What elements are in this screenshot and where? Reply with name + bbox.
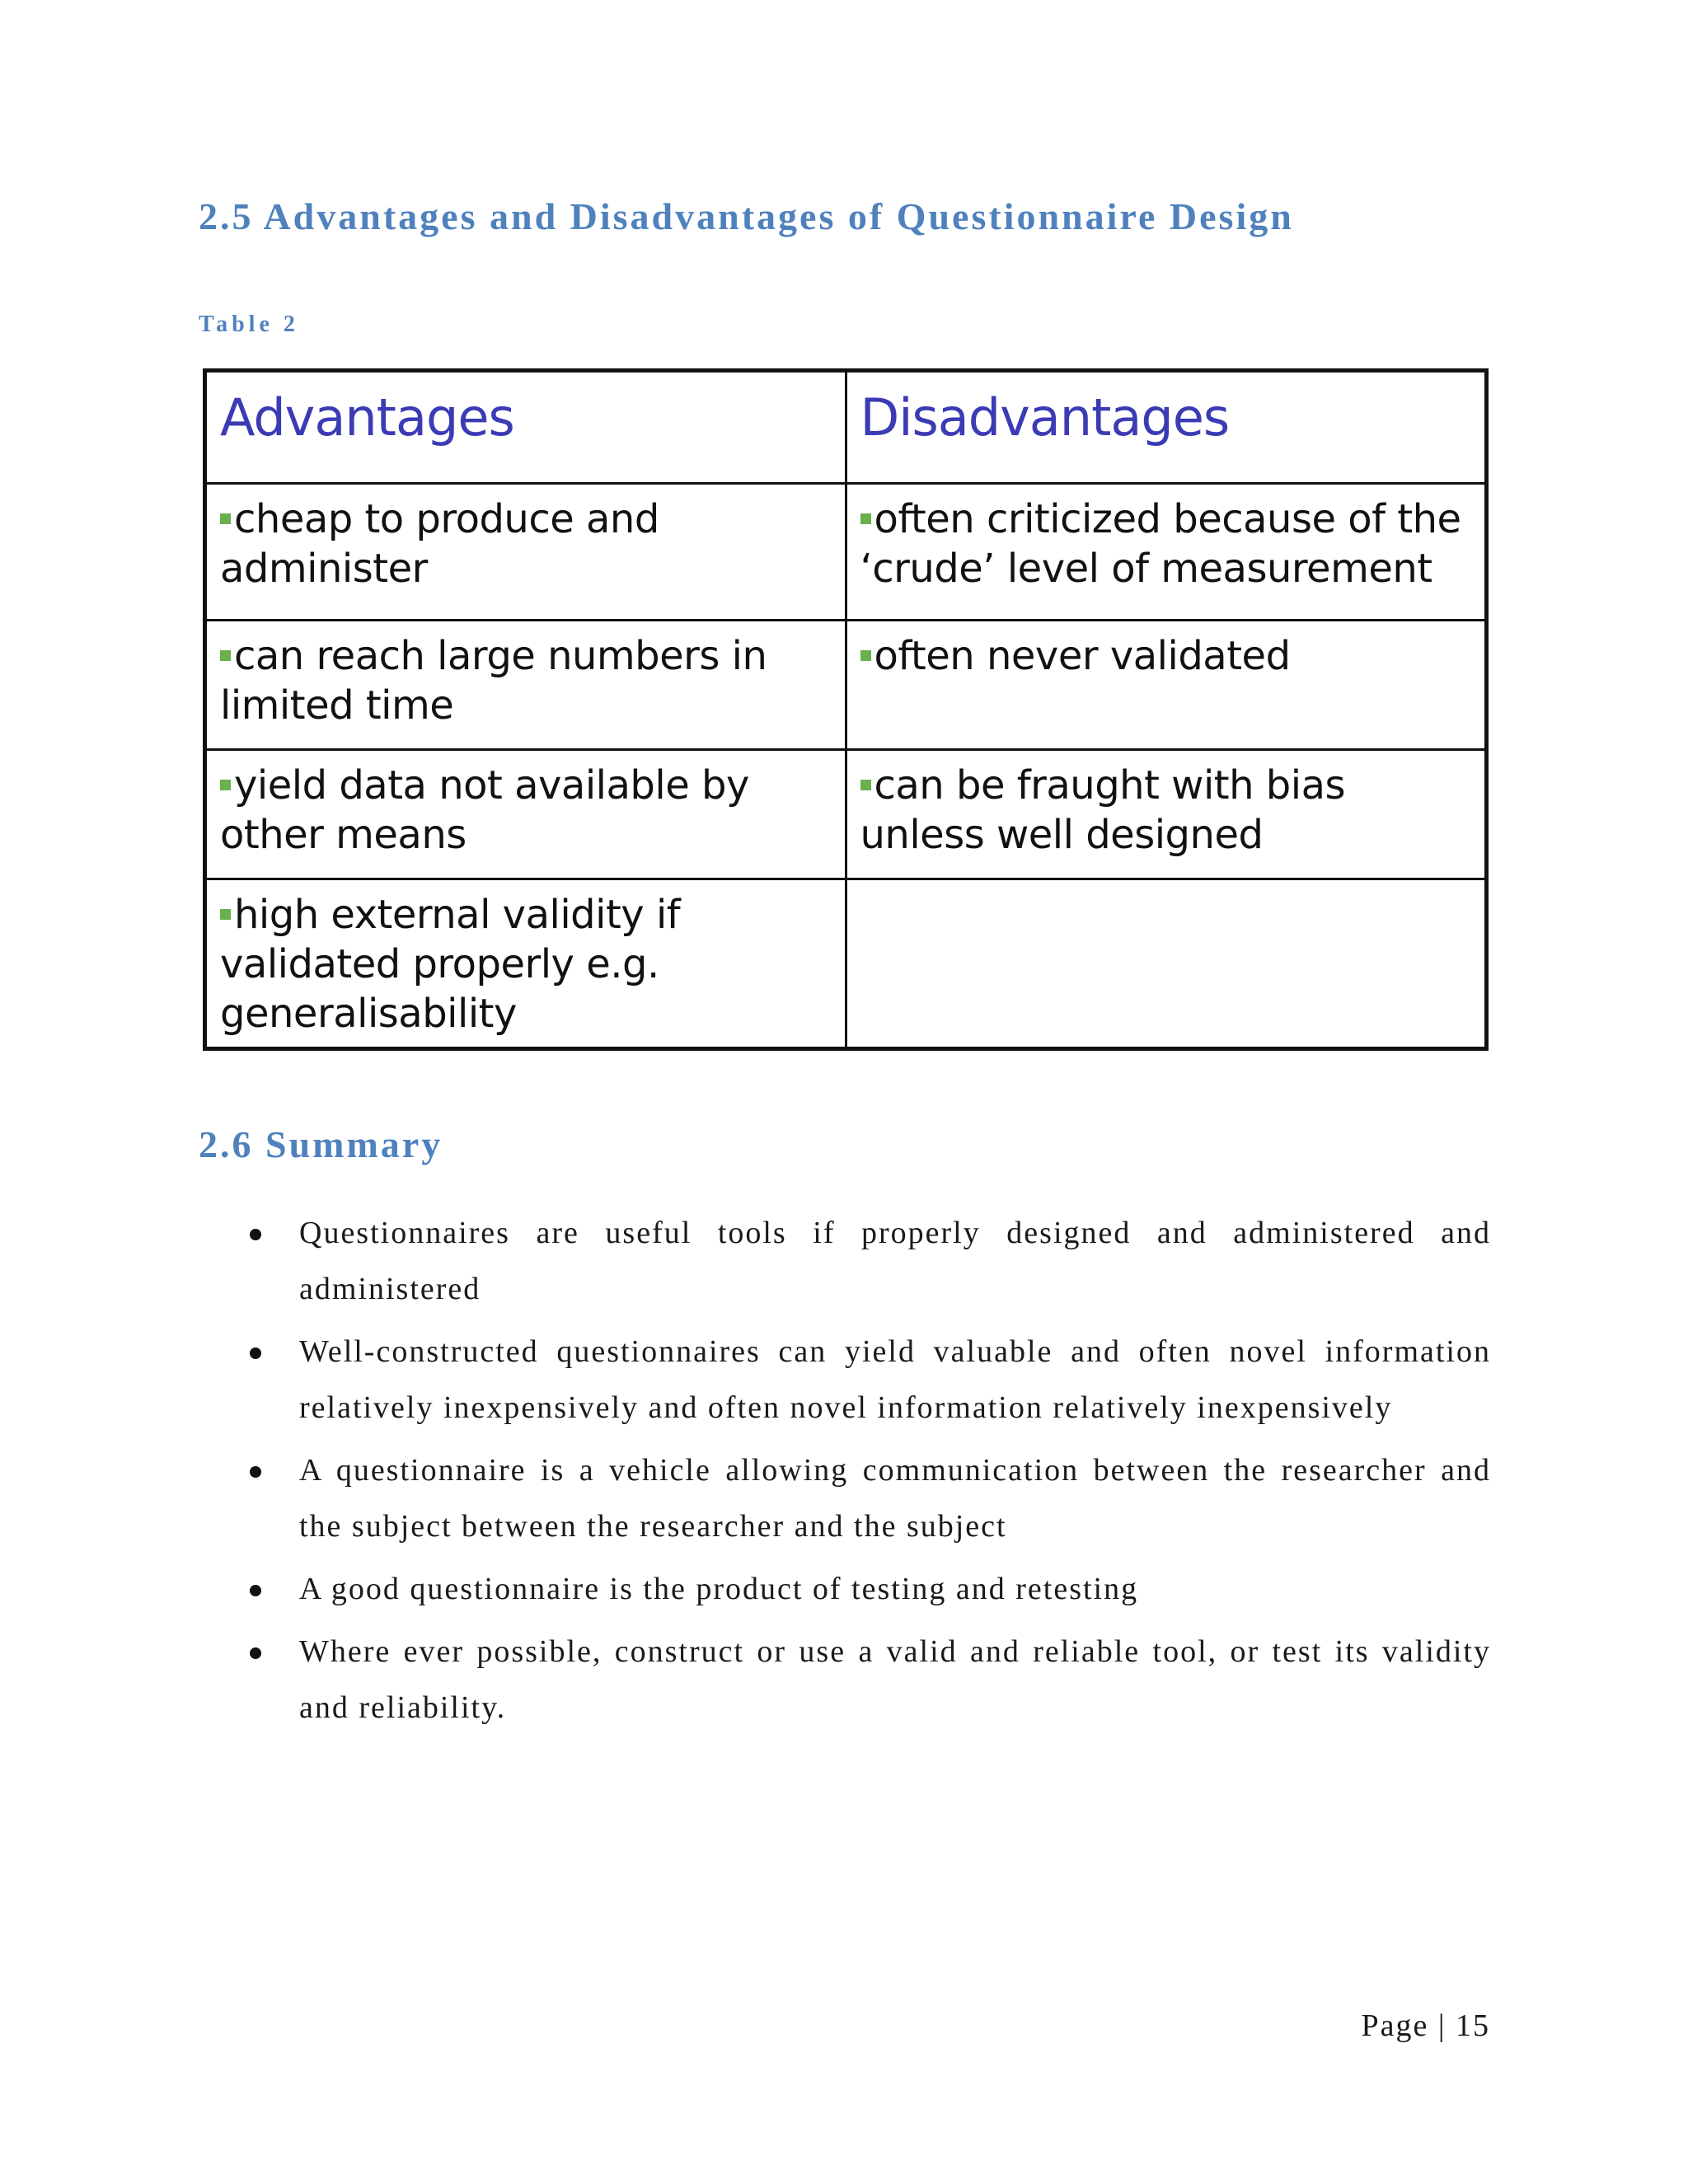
list-item-text: Where ever possible, construct or use a valid and reliable tool, or test its validity and reliability. [299,1634,1491,1725]
list-item [199,1324,1491,1436]
table-caption: Table 2 [199,312,299,337]
bullet-dot-icon [250,1466,261,1478]
advantages-disadvantages-table [203,368,1489,1051]
cell-text: often criticized because of the ‘crude’ level of measurement [860,496,1461,592]
table-cell-advantage [205,484,846,621]
table-cell-disadvantage-empty [846,879,1487,1049]
table-row [205,879,1487,1049]
bullet-dot-icon [250,1585,261,1596]
header-advantages: Advantages [205,371,846,484]
summary-list [199,1205,1491,1742]
page-number: Page | 15 [1361,2008,1490,2043]
cell-text: can be fraught with bias unless well designed [860,762,1345,858]
cell-text: high external validity if validated properly e.g. generalisability [220,892,681,1037]
table-row [205,621,1487,750]
list-item-text: Well-constructed questionnaires can yield valuable and often novel information relatively inexpensively and often novel information relatively inexpensively [299,1334,1491,1425]
table-row [205,484,1487,621]
green-square-bullet-icon [860,513,871,524]
table-header-row [205,371,1487,484]
list-item-text: Questionnaires are useful tools if properly designed and administered and administered [299,1216,1491,1306]
green-square-bullet-icon [220,513,231,524]
cell-text: yield data not available by other means [220,762,749,858]
green-square-bullet-icon [220,780,231,790]
cell-text: can reach large numbers in limited time [220,633,767,729]
section-heading-advantages-disadvantages: 2.5 Advantages and Disadvantages of Questionnaire Design [199,195,1294,237]
header-disadvantages: Disadvantages [846,371,1487,484]
green-square-bullet-icon [860,780,871,790]
list-item [199,1624,1491,1736]
green-square-bullet-icon [860,650,871,661]
list-item [199,1205,1491,1317]
table-cell-advantage [205,621,846,750]
table-cell-disadvantage [846,484,1487,621]
cell-text: often never validated [874,633,1291,679]
list-item-text: A good questionnaire is the product of testing and retesting [299,1572,1139,1606]
bullet-dot-icon [250,1647,261,1659]
green-square-bullet-icon [220,909,231,920]
table-cell-advantage [205,879,846,1049]
table-cell-advantage [205,750,846,879]
list-item [199,1561,1491,1617]
bullet-dot-icon [250,1229,261,1240]
cell-text: cheap to produce and administer [220,496,659,592]
table-row [205,750,1487,879]
section-heading-summary: 2.6 Summary [199,1123,443,1165]
green-square-bullet-icon [220,650,231,661]
table-cell-disadvantage [846,621,1487,750]
list-item-text: A questionnaire is a vehicle allowing communication between the researcher and the subject between the researcher and the subject [299,1453,1491,1544]
table-cell-disadvantage [846,750,1487,879]
bullet-dot-icon [250,1347,261,1359]
list-item [199,1442,1491,1554]
